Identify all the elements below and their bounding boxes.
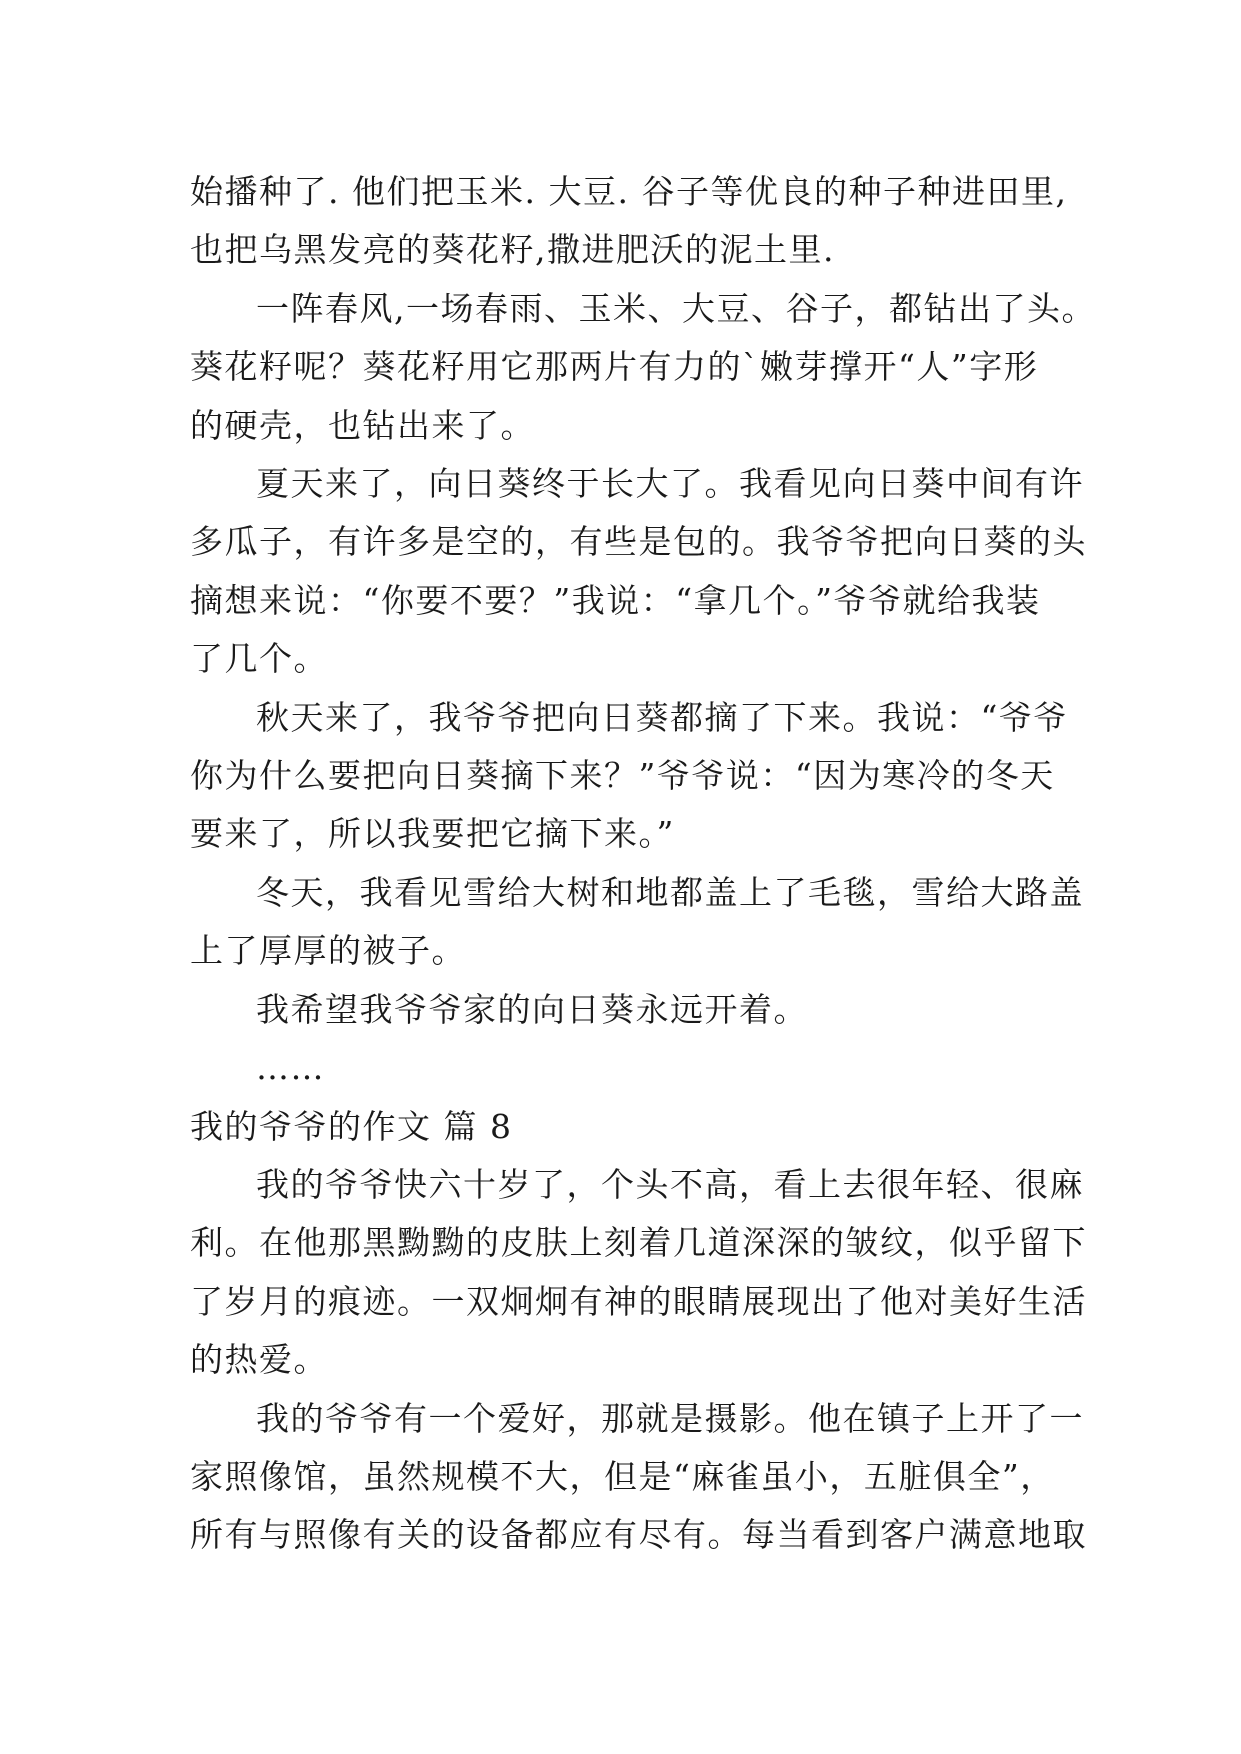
- paragraph: [190, 1156, 1087, 1390]
- paragraph: [190, 1039, 1060, 1097]
- text-line: 的热爱。: [190, 1340, 328, 1380]
- document-body: [190, 163, 1096, 1565]
- text-line: 多瓜子，有许多是空的，有些是包的。我爷爷把向日葵的头: [190, 522, 1087, 562]
- paragraph: [190, 981, 1060, 1039]
- section-heading: [190, 1098, 1060, 1156]
- text-line: 的硬壳，也钻出来了。: [190, 405, 535, 445]
- paragraph: [190, 163, 1068, 280]
- section-heading-text: 我的爷爷的作文 篇 8: [190, 1106, 513, 1146]
- ellipsis-line: ……: [256, 1048, 325, 1088]
- paragraph: [190, 1390, 1087, 1565]
- paragraph: [190, 864, 1084, 981]
- text-line: 摘想来说：“你要不要？”我说：“拿几个。”爷爷就给我装: [190, 580, 1041, 620]
- text-line: 所有与照像有关的设备都应有尽有。每当看到客户满意地取: [190, 1515, 1087, 1555]
- text-line: 上了厚厚的被子。: [190, 931, 466, 971]
- text-line: 了岁月的痕迹。一双炯炯有神的眼睛展现出了他对美好生活: [190, 1281, 1087, 1321]
- text-line: 家照像馆，虽然规模不大，但是“麻雀虽小，五脏俱全”，: [190, 1456, 1055, 1496]
- text-line: 利。在他那黑黝黝的皮肤上刻着几道深深的皱纹，似乎留下: [190, 1223, 1087, 1263]
- text-line: 我的爷爷有一个爱好，那就是摄影。他在镇子上开了一: [256, 1398, 1084, 1438]
- text-line: 夏天来了，向日葵终于长大了。我看见向日葵中间有许: [256, 464, 1084, 504]
- text-line: 葵花籽呢？葵花籽用它那两片有力的`嫩芽撑开“人”字形: [190, 347, 1039, 387]
- paragraph: [190, 689, 1068, 864]
- paragraph: [190, 280, 1096, 455]
- text-line: 秋天来了，我爷爷把向日葵都摘了下来。我说：“爷爷: [256, 697, 1068, 737]
- paragraph: [190, 455, 1087, 689]
- text-line: 也把乌黑发亮的葵花籽,撒进肥沃的泥土里.: [190, 230, 835, 270]
- text-line: 一阵春风,一场春雨、玉米、大豆、谷子，都钻出了头。: [256, 288, 1096, 328]
- text-line: 要来了，所以我要把它摘下来。”: [190, 814, 675, 854]
- text-line: 你为什么要把向日葵摘下来？”爷爷说：“因为寒冷的冬天: [190, 756, 1055, 796]
- text-line: 我希望我爷爷家的向日葵永远开着。: [256, 989, 808, 1029]
- text-line: 我的爷爷快六十岁了，个头不高，看上去很年轻、很麻: [256, 1164, 1084, 1204]
- text-line: 了几个。: [190, 639, 328, 679]
- text-line: 始播种了. 他们把玉米. 大豆. 谷子等优良的种子种进田里,: [190, 172, 1068, 211]
- text-line: 冬天，我看见雪给大树和地都盖上了毛毯，雪给大路盖: [256, 872, 1084, 912]
